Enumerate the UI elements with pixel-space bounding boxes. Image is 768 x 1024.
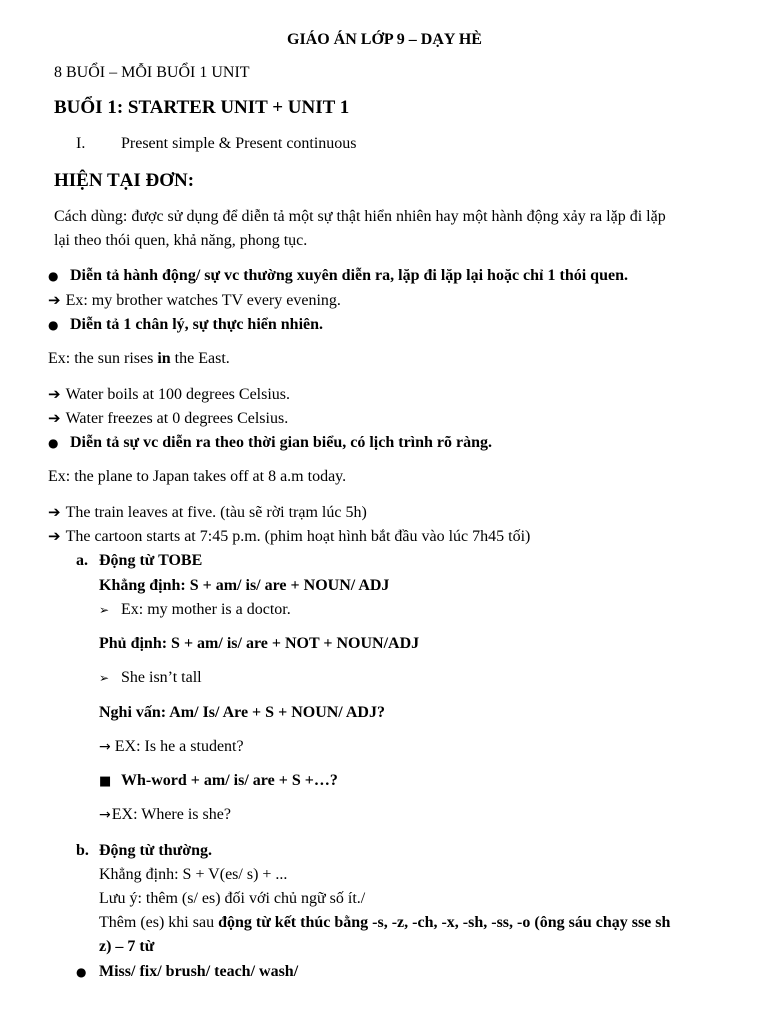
subsection-title: Động từ thường. (99, 842, 212, 859)
subsection-a (76, 551, 202, 571)
wh-text: Wh-word + am/ is/ are + S +…? (121, 772, 338, 789)
right-arrow-icon: ➔ (48, 409, 61, 427)
example-text: Ex: the sun rises (48, 350, 158, 367)
doc-subtitle: 8 BUỔI – MỖI BUỔI 1 UNIT (54, 64, 250, 81)
bullet-item-habit (48, 266, 628, 286)
bullet-item-truth (48, 315, 323, 335)
rule-text: Thêm (es) khi sau (99, 914, 219, 931)
triangle-bullet-icon: ➢ (99, 603, 110, 617)
example-text: Water freezes at 0 degrees Celsius. (65, 410, 289, 427)
example-plane: Ex: the plane to Japan takes off at 8 a.m today. (48, 468, 347, 485)
arrow-example (48, 526, 530, 547)
thin-arrow-example (99, 805, 231, 825)
thin-arrow-icon: → (99, 739, 111, 755)
square-bullet-icon: ■ (99, 774, 112, 789)
thin-arrow-icon: → (99, 807, 111, 823)
example-text: Ex: my brother watches TV every evening. (65, 292, 341, 309)
thin-arrow-example (99, 737, 244, 757)
right-arrow-icon: ➔ (48, 291, 61, 309)
bullet-item-schedule (48, 433, 492, 453)
tobe-question: Nghi vấn: Am/ Is/ Are + S + NOUN/ ADJ? (99, 704, 385, 721)
verb-affirmative: Khẳng định: S + V(es/ s) + ... (99, 866, 288, 883)
usage-line-1: Cách dùng: được sử dụng để diễn tả một sự thật hiển nhiên hay một hành động xảy ra lặp đi lặp (54, 208, 666, 225)
subsection-b (76, 841, 212, 861)
arrow-example (48, 502, 367, 523)
verb-note: Lưu ý: thêm (s/ es) đối với chủ ngữ số ít./ (99, 890, 366, 907)
subsection-title: Động từ TOBE (99, 552, 203, 569)
section-number: I. (76, 135, 86, 152)
example-text: She isn’t tall (121, 669, 202, 686)
section-heading (76, 134, 357, 154)
example-text: The cartoon starts at 7:45 p.m. (phim hoạt hình bắt đầu vào lúc 7h45 tối) (65, 528, 531, 545)
rule-bold-text: động từ kết thúc bằng -s, -z, -ch, -x, -sh, -ss, -o (ông sáu chạy sse sh (218, 914, 671, 931)
bullet-dot-icon: ● (76, 965, 87, 979)
example-text: the East. (170, 350, 230, 367)
bullet-text: Diễn tả sự vc diễn ra theo thời gian biểu, có lịch trình rõ ràng. (70, 434, 493, 451)
bullet-text: Diễn tả hành động/ sự vc thường xuyên diễn ra, lặp đi lặp lại hoặc chỉ 1 thói quen. (70, 267, 628, 284)
triangle-example (99, 668, 202, 688)
right-arrow-icon: ➔ (48, 527, 61, 545)
arrow-example (48, 290, 341, 311)
example-text: EX: Is he a student? (114, 738, 244, 755)
example-text: EX: Where is she? (111, 806, 231, 823)
verb-es-rule-cont: z) – 7 từ (99, 938, 155, 955)
session-heading: BUỔI 1: STARTER UNIT + UNIT 1 (54, 97, 350, 118)
tense-heading: HIỆN TẠI ĐƠN: (54, 170, 195, 191)
example-sun (48, 349, 230, 369)
usage-line-2: lại theo thói quen, khả năng, phong tục. (54, 232, 308, 249)
bullet-item-verbs (76, 962, 298, 982)
doc-title: GIÁO ÁN LỚP 9 – DẠY HÈ (287, 31, 482, 48)
triangle-bullet-icon: ➢ (99, 671, 110, 685)
subsection-label: a. (76, 552, 88, 569)
example-text: Water boils at 100 degrees Celsius. (65, 386, 291, 403)
example-bold-word: in (157, 350, 171, 367)
section-title: Present simple & Present continuous (121, 135, 357, 152)
right-arrow-icon: ➔ (48, 385, 61, 403)
tobe-affirmative: Khẳng định: S + am/ is/ are + NOUN/ ADJ (99, 577, 390, 594)
verb-es-rule (99, 913, 670, 933)
bullet-dot-icon: ● (48, 269, 59, 283)
subsection-label: b. (76, 842, 89, 859)
right-arrow-icon: ➔ (48, 503, 61, 521)
example-text: Ex: my mother is a doctor. (121, 601, 291, 618)
bullet-text: Diễn tả 1 chân lý, sự thực hiển nhiên. (70, 316, 324, 333)
wh-question (99, 771, 338, 792)
bullet-dot-icon: ● (48, 436, 59, 450)
triangle-example (99, 600, 291, 620)
bullet-dot-icon: ● (48, 318, 59, 332)
example-text: The train leaves at five. (tàu sẽ rời trạm lúc 5h) (65, 504, 367, 521)
arrow-example (48, 408, 288, 429)
bullet-text: Miss/ fix/ brush/ teach/ wash/ (99, 963, 299, 980)
tobe-negative: Phủ định: S + am/ is/ are + NOT + NOUN/ADJ (99, 635, 420, 652)
arrow-example (48, 384, 290, 405)
